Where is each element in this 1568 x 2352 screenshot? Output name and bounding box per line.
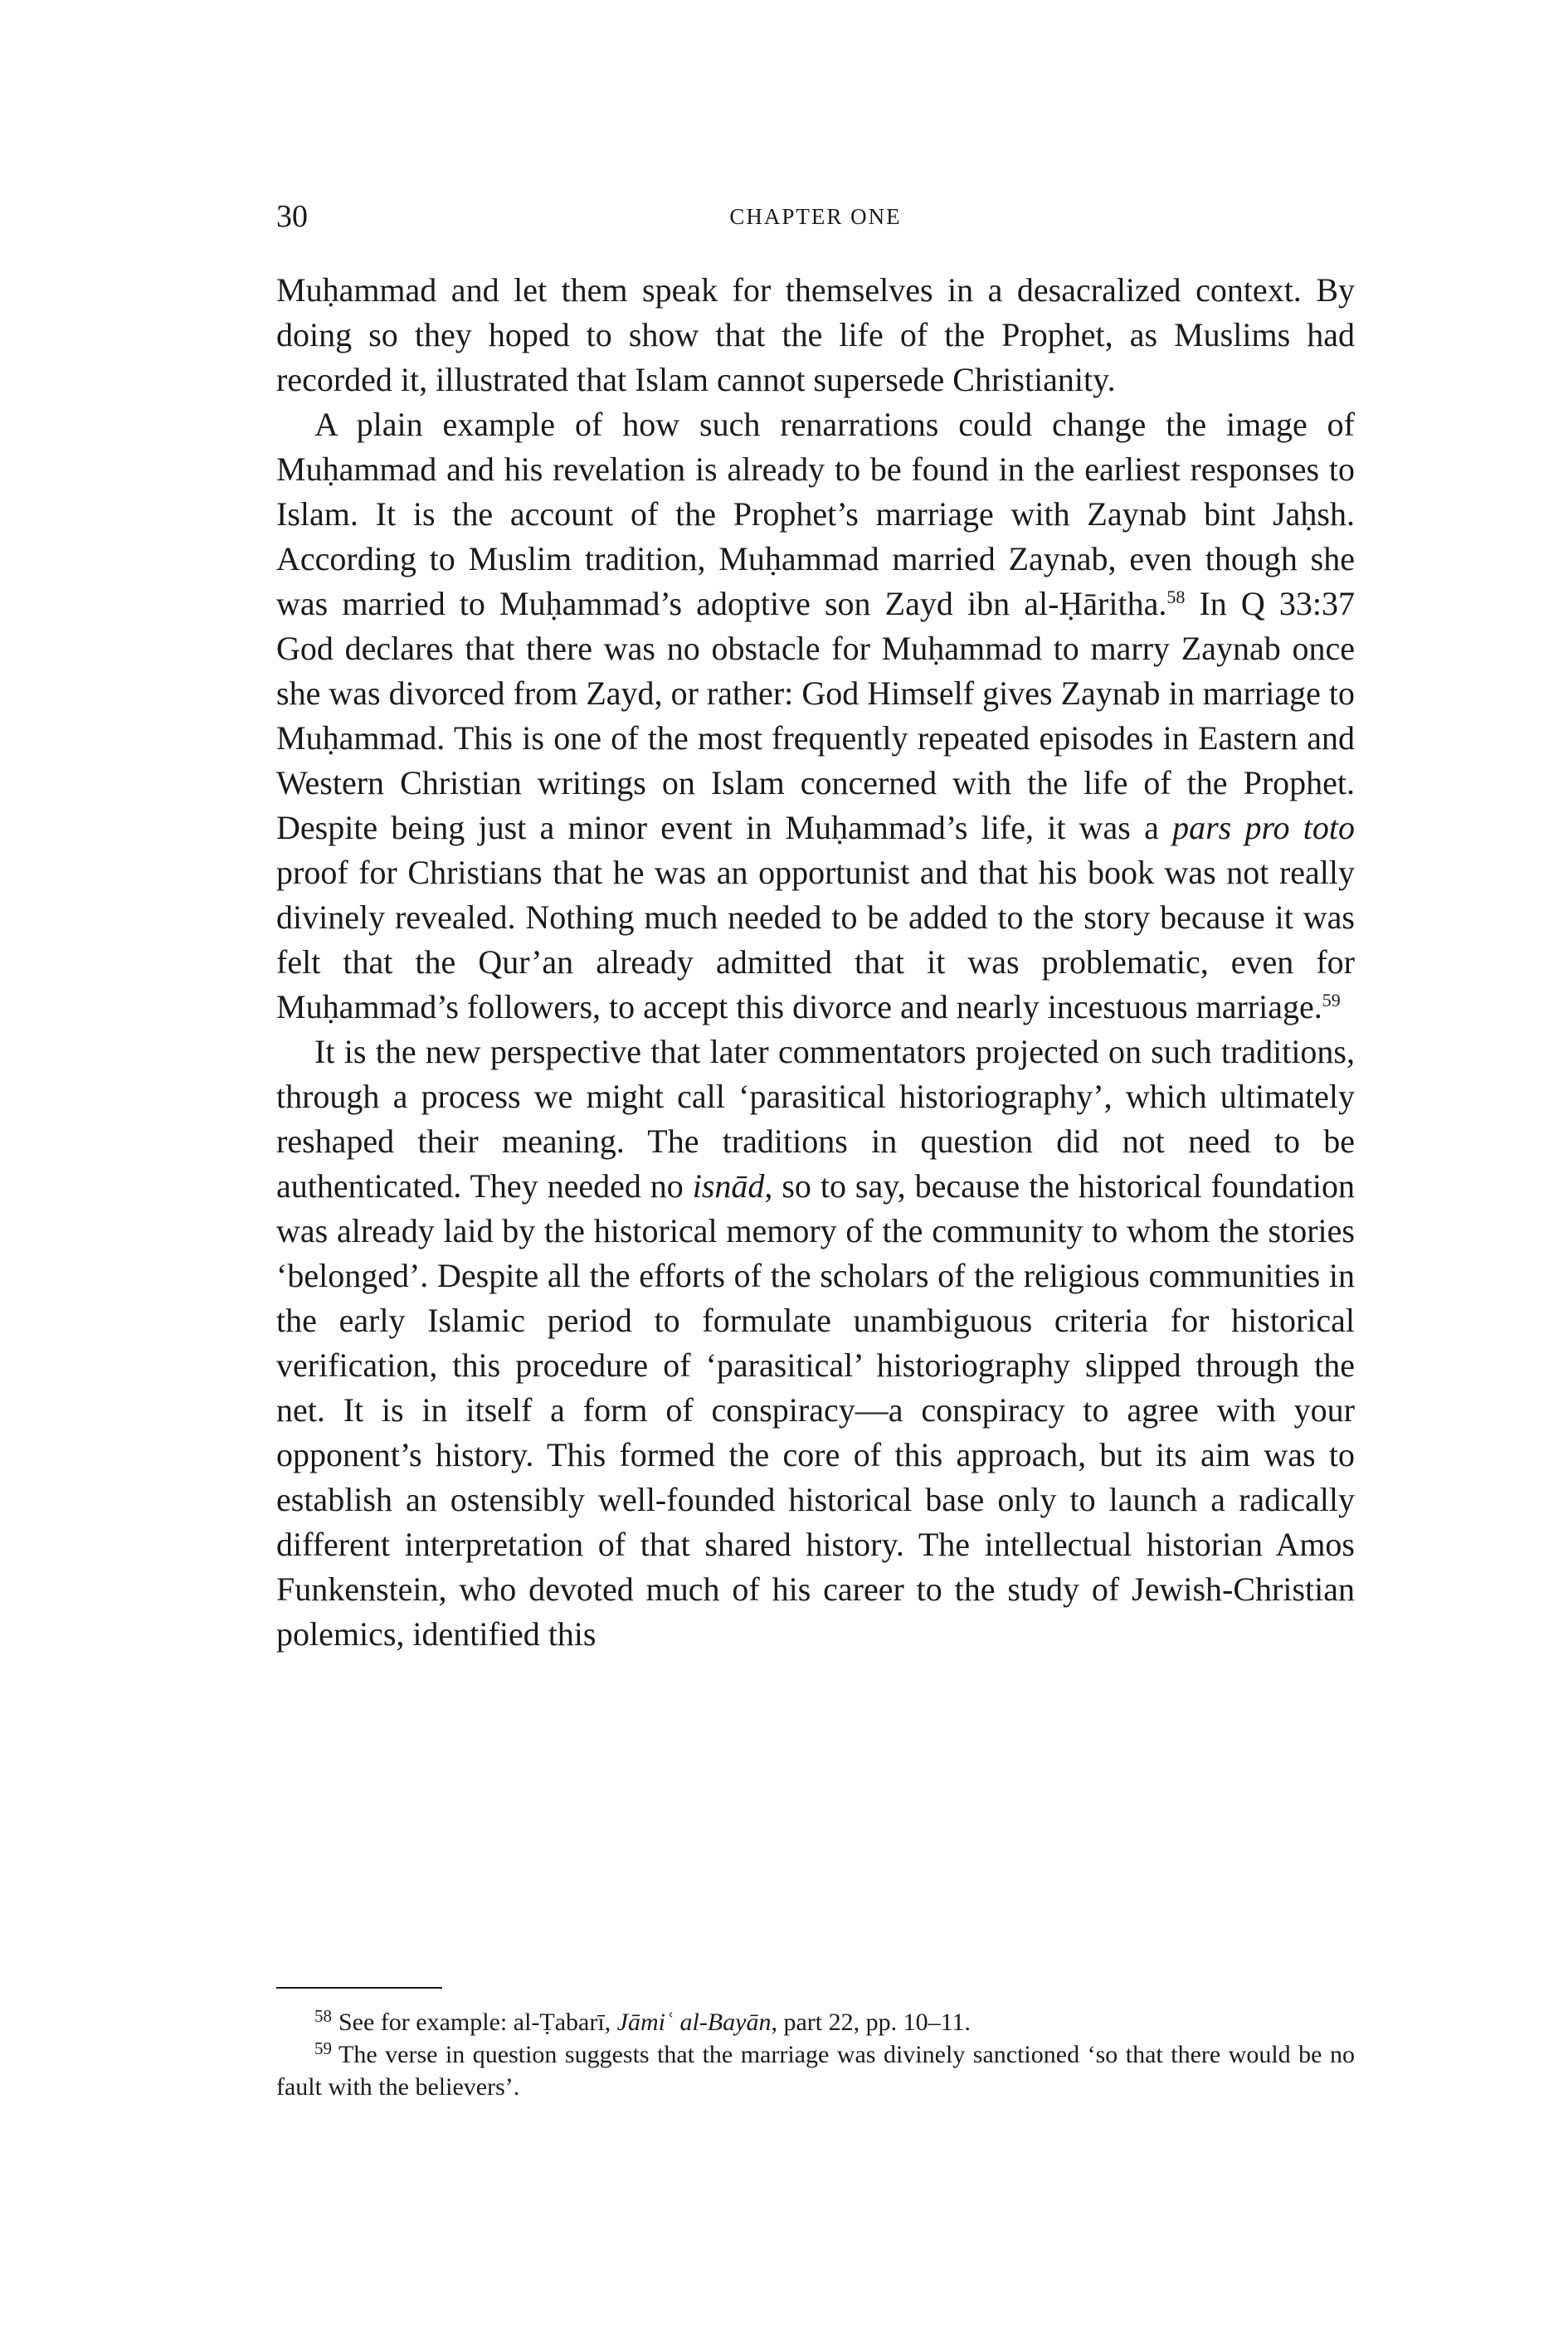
footnote-number: 59	[314, 2038, 332, 2058]
footnote-text: See for example: al-Ṭabarī,	[338, 2009, 617, 2036]
footnote-59	[276, 2038, 1355, 2103]
footnote-text: , part 22, pp. 10–11.	[771, 2009, 971, 2036]
footnotes	[276, 2006, 1355, 2103]
footnote-divider	[276, 1987, 442, 1989]
paragraph-2-text-a: A plain example of how such renarrations could change the image of Muḥammad and his revelation is already to be found in the earliest responses to Islam. It is the account of the Prophet’s marriage with Zaynab bint Jaḥsh. According to Muslim tradition, Muḥammad married Zaynab, even though she was married to Muḥammad’s adoptive son Zayd ibn al-Ḥāritha.	[276, 406, 1355, 622]
paragraph-3-text-a: It is the new perspective that later commentators projected on such traditions, through a process we might call ‘parasitical historiography’, which ultimately reshaped their meaning. The traditions in question did not need to be authenticated. They needed no	[276, 1033, 1355, 1205]
footnote-ref-59[interactable]: 59	[1322, 990, 1341, 1010]
paragraph-2	[276, 402, 1355, 1030]
footnote-ref-58[interactable]: 58	[1166, 587, 1186, 607]
paragraph-2-text-b: In Q 33:37 God declares that there was no obstacle for Muḥammad to marry Zaynab once she was divorced from Zayd, or rather: God Himself gives Zaynab in marriage to Muḥammad. This is one of the most frequently repeated episodes in Eastern and Western Christian writings on Islam concerned with the life of the Prophet. Despite being just a minor event in Muḥammad’s life, it was a	[276, 585, 1355, 846]
chapter-title: CHAPTER ONE	[729, 204, 902, 229]
footnote-text: The verse in question suggests that the marriage was divinely sanctioned ‘so that there would be no fault with the believers’.	[276, 2041, 1355, 2101]
footnote-number: 58	[314, 2006, 332, 2026]
page-number: 30	[276, 199, 308, 234]
paragraph-2-text-c: proof for Christians that he was an opportunist and that his book was not really divinely revealed. Nothing much needed to be added to the story because it was felt that the Qur’an already admitted that it was problematic, even for Muḥammad’s followers, to accept this divorce and nearly incestuous marriage.	[276, 854, 1355, 1025]
paragraph-1: Muḥammad and let them speak for themselves in a desacralized context. By doing so they hoped to show that the life of the Prophet, as Muslims had recorded it, illustrated that Islam cannot supersede Christianity.	[276, 271, 1355, 398]
paragraph-2-italic-phrase: pars pro toto	[1172, 809, 1355, 846]
paragraph-3	[276, 1030, 1355, 1657]
footnote-italic-title: Jāmiʿ al-Bayān	[616, 2009, 772, 2036]
paragraph-3-text-b: , so to say, because the historical foundation was already laid by the historical memory of the community to whom the stories ‘belonged’. Despite all the efforts of the scholars of the religious communities in the early Islamic period to formulate unambiguous criteria for historical verification, this procedure of ‘parasitical’ historiography slipped through the net. It is in itself a form of conspiracy—a conspiracy to agree with your opponent’s history. This formed the core of this approach, but its aim was to establish an ostensibly well-founded historical base only to launch a radically different interpretation of that shared history. The intellectual historian Amos Funkenstein, who devoted much of his career to the study of Jewish-Christian polemics, identified this	[276, 1167, 1355, 1653]
running-head	[276, 196, 1355, 237]
footnote-58	[276, 2006, 1355, 2038]
main-text	[276, 268, 1355, 1657]
paragraph-3-italic-term: isnād	[692, 1167, 765, 1205]
